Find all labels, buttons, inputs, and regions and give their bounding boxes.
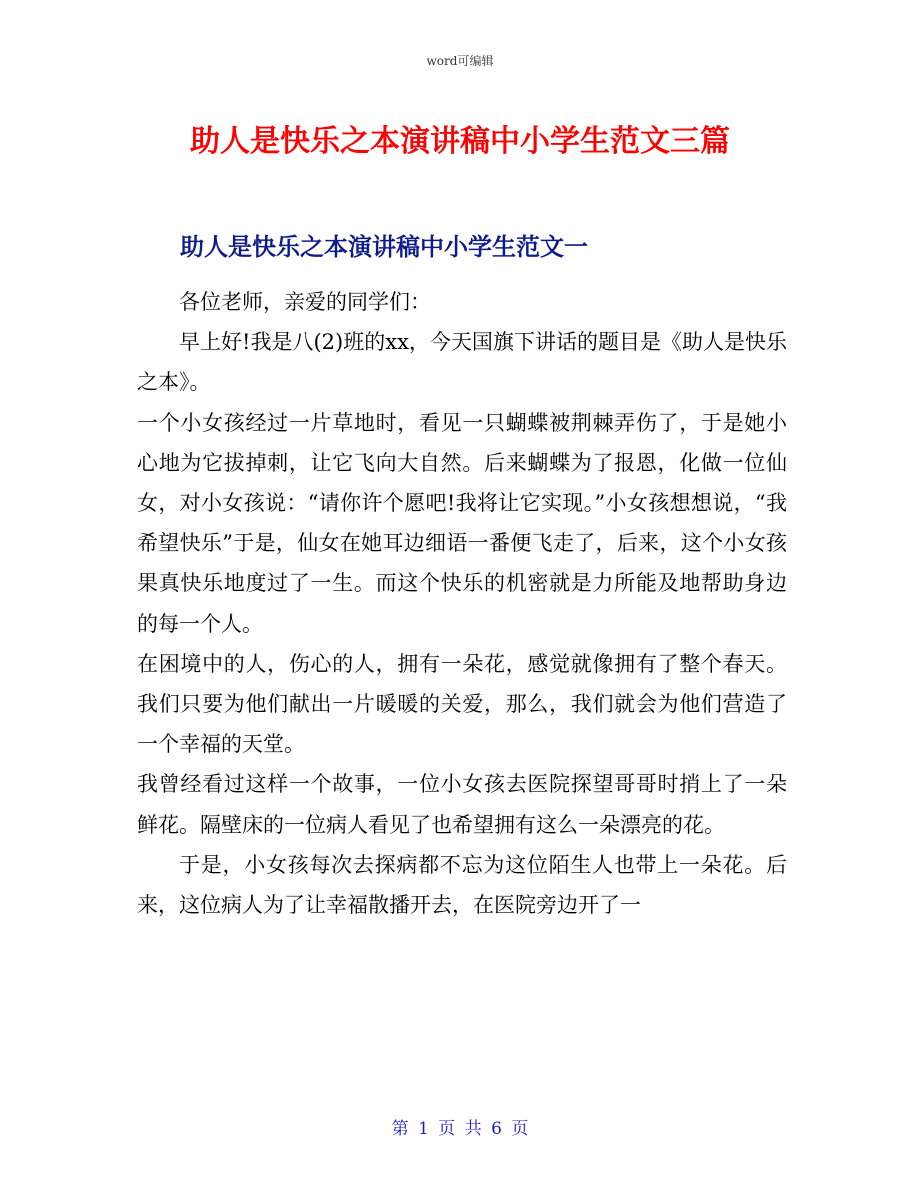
section-title: 助人是快乐之本演讲稿中小学生范文一 xyxy=(180,233,588,261)
document-body xyxy=(137,282,787,925)
page-number: 第 1 页 共 6 页 xyxy=(391,1119,529,1139)
document-title: 助人是快乐之本演讲稿中小学生范文三篇 xyxy=(190,124,730,159)
paragraph-greeting: 各位老师，亲爱的同学们： xyxy=(179,290,431,314)
header-note: word可编辑 xyxy=(426,54,494,68)
paragraph-story: 一个小女孩经过一片草地时，看见一只蝴蝶被荆棘弄伤了，于是她小心地为它拔掉刺，让它飞向大自然。后来蝴蝶为了报恩，化做一位仙女，对小女孩说：“请你许个愿吧!我将让它实现。”小女孩想想说，“我希望快乐”于是，仙女在她耳边细语一番便飞走了，后来，这个小女孩果真快乐地度过了一生。而这个快乐的机密就是力所能及地帮助身边的每一个人。 xyxy=(137,410,787,636)
paragraph-intro: 早上好!我是八(2)班的xx，今天国旗下讲话的题目是《助人是快乐之本》。 xyxy=(137,330,787,395)
paragraph-hospital-story: 我曾经看过这样一个故事，一位小女孩去医院探望哥哥时捎上了一朵鲜花。隔壁床的一位病人看见了也希望拥有这么一朵漂亮的花。 xyxy=(137,772,787,837)
paragraph-continuation: 于是，小女孩每次去探病都不忘为这位陌生人也带上一朵花。后来，这位病人为了让幸福散播开去，在医院旁边开了一 xyxy=(137,852,787,918)
paragraph-spring: 在困境中的人，伤心的人，拥有一朵花，感觉就像拥有了整个春天。我们只要为他们献出一片暖暖的关爱，那么，我们就会为他们营造了一个幸福的天堂。 xyxy=(137,651,787,757)
